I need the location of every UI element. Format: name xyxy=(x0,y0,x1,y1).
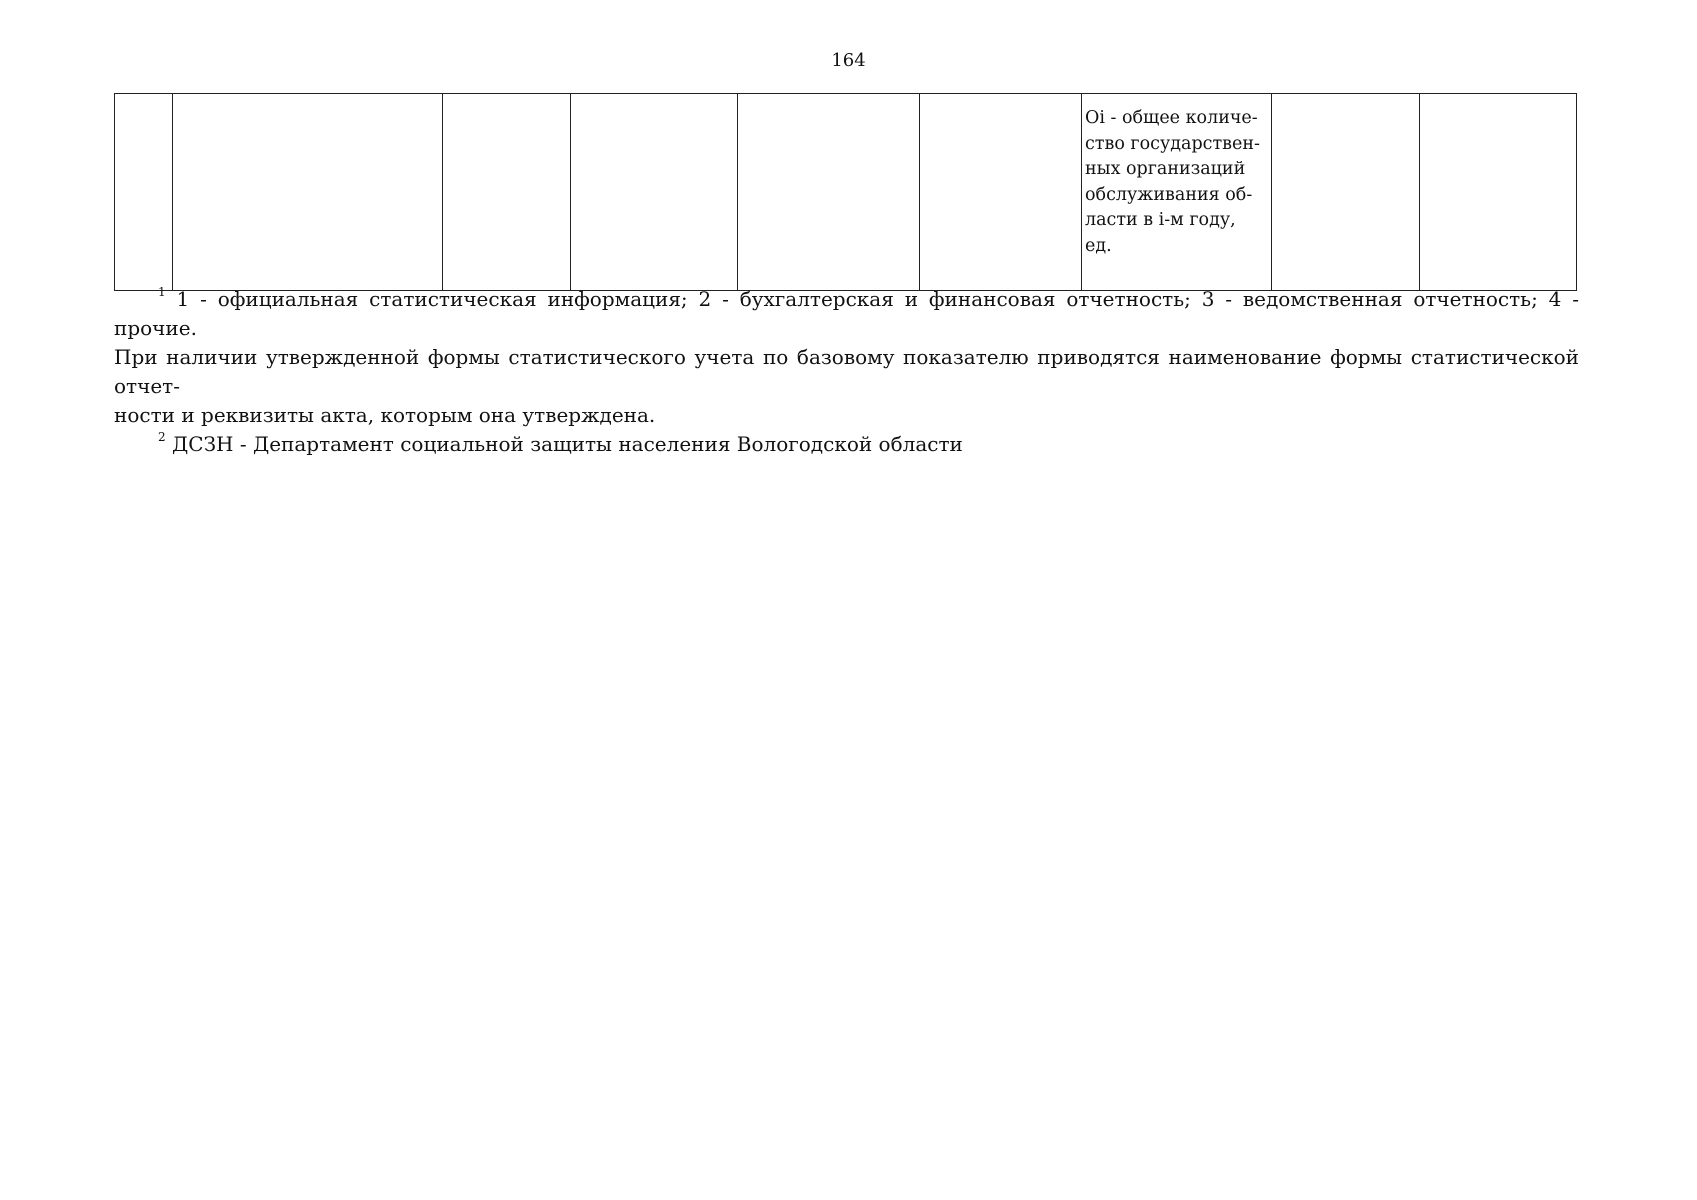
footnotes xyxy=(114,285,1579,459)
description-line: ных организаций xyxy=(1085,159,1246,179)
table-cell xyxy=(443,94,571,291)
continuation-table xyxy=(114,93,1577,291)
table-cell xyxy=(1272,94,1420,291)
footnote-marker: 1 xyxy=(158,285,166,299)
description-line: ласти в i-м году, xyxy=(1085,210,1236,230)
footnote-1-line: 1 - официальная статистическая информация; 2 - бухгалтерская и финансовая отчетность; 3 - ведомственная отчетность; 4 - прочие. xyxy=(114,287,1579,340)
table-cell-indicator-name xyxy=(173,94,443,291)
table-cell xyxy=(920,94,1082,291)
footnote-1 xyxy=(114,285,1579,430)
description-line: ед. xyxy=(1085,235,1112,256)
description-line: Oi - общее количе- xyxy=(1085,108,1258,128)
table-cell xyxy=(738,94,920,291)
footnote-1-line: При наличии утвержденной формы статистического учета по базовому показателю приводятся наименование формы статистической отчет- xyxy=(114,345,1579,398)
footnote-marker: 2 xyxy=(158,430,166,444)
table-row xyxy=(115,94,1577,291)
footnote-2-text: ДСЗН - Департамент социальной защиты населения Вологодской области xyxy=(172,432,963,456)
footnote-1-line: ности и реквизиты акта, которым она утверждена. xyxy=(114,403,656,427)
footnote-2 xyxy=(114,430,1579,459)
description-line: обслуживания об- xyxy=(1085,184,1253,205)
page-number: 164 xyxy=(831,50,866,71)
description-line: ство государствен- xyxy=(1085,133,1260,154)
table-cell xyxy=(571,94,738,291)
table-cell-number xyxy=(115,94,173,291)
table-cell xyxy=(1420,94,1577,291)
table-cell-description xyxy=(1082,94,1272,291)
